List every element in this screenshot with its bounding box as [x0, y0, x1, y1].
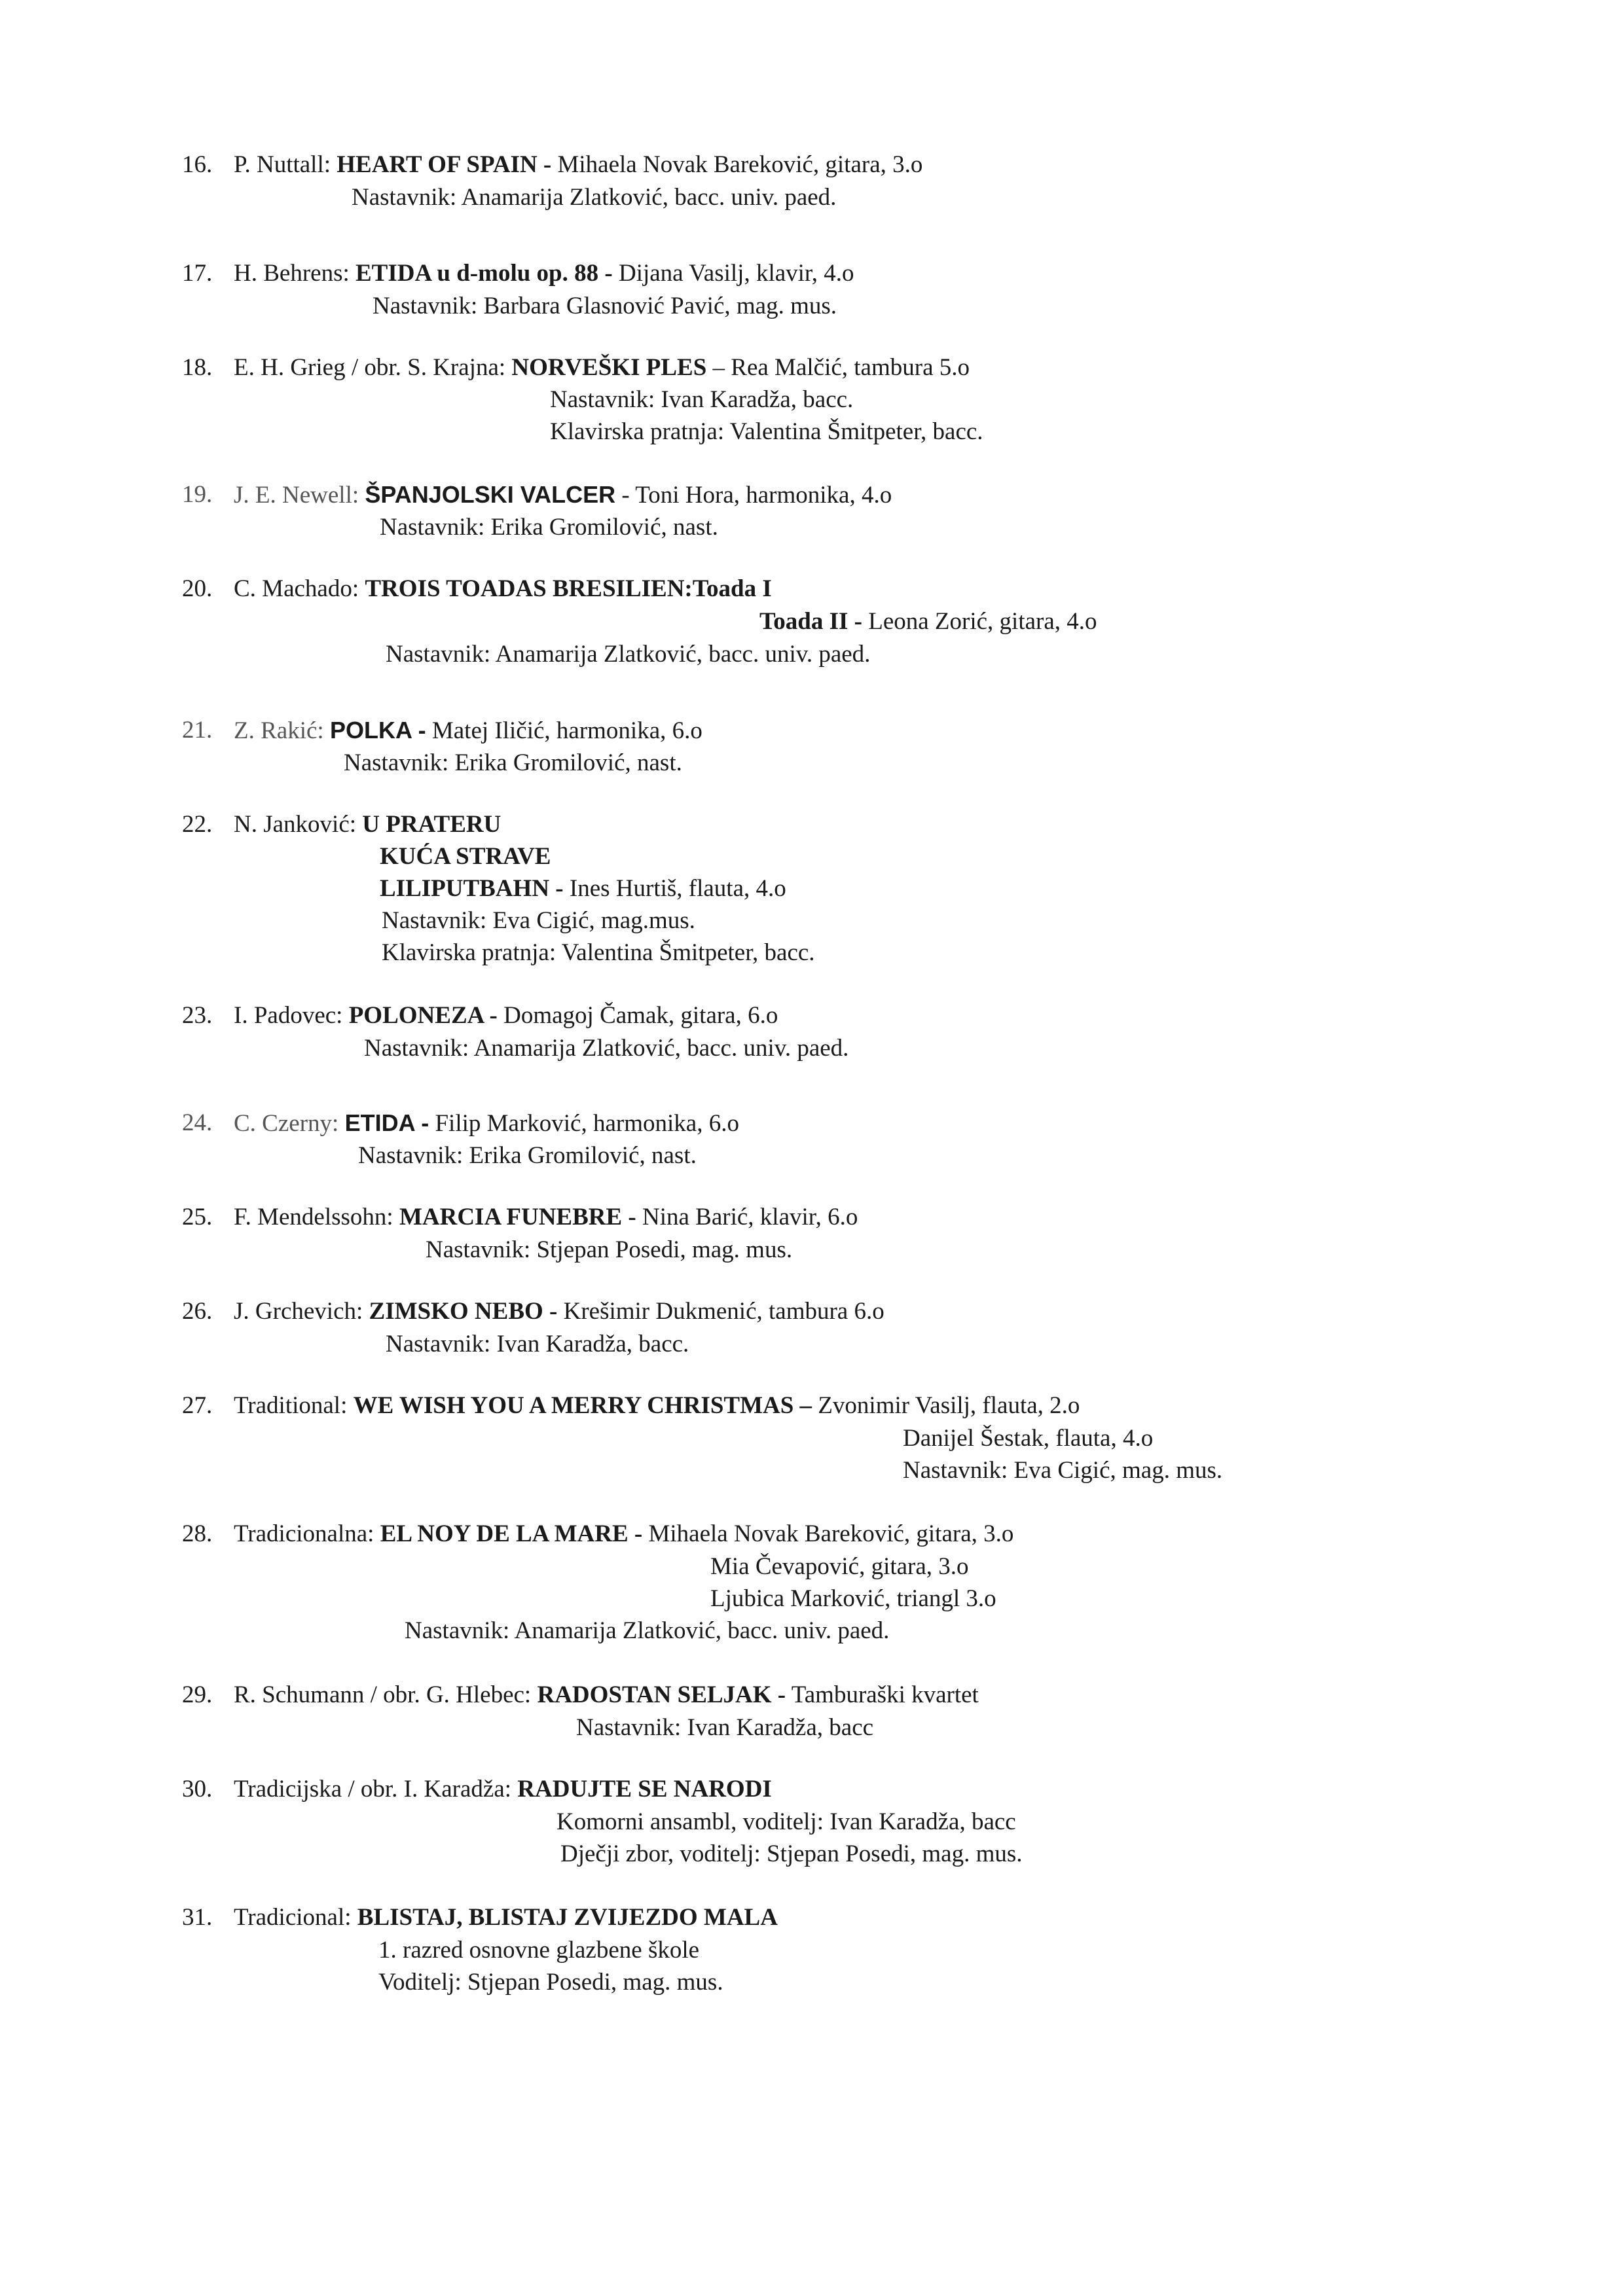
performer: Ljubica Marković, triangl 3.o: [710, 1585, 996, 1612]
performer: - Toni Hora, harmonika, 4.o: [621, 482, 892, 509]
composer: Tradicijska / obr. I. Karadža:: [234, 1776, 512, 1803]
performer: Zvonimir Vasilj, flauta, 2.o: [818, 1392, 1080, 1419]
composer: I. Padovec:: [234, 1002, 343, 1029]
piece-title: WE WISH YOU A MERRY CHRISTMAS –: [353, 1392, 812, 1419]
program-item-22-line3: [380, 873, 786, 905]
item-number: 17.: [182, 260, 213, 287]
accompanist: Klavirska pratnja: Valentina Šmitpeter, bacc.: [382, 939, 815, 966]
teacher: Nastavnik: Anamarija Zlatković, bacc. univ. paed.: [405, 1617, 890, 1644]
performer: Mia Čevapović, gitara, 3.o: [710, 1553, 969, 1580]
performer: Dijana Vasilj, klavir, 4.o: [618, 260, 854, 287]
performer: Matej Iličić, harmonika, 6.o: [431, 717, 702, 744]
item-number: 23.: [182, 1002, 213, 1029]
performer: Mihaela Novak Bareković, gitara, 3.o: [648, 1520, 1014, 1547]
teacher: Nastavnik: Barbara Glasnović Pavić, mag. mus.: [373, 293, 837, 319]
composer: P. Nuttall:: [234, 151, 331, 178]
composer: J. E. Newell:: [234, 482, 359, 509]
piece-title: ŠPANJOLSKI VALCER: [365, 481, 616, 508]
performer: Krešimir Dukmenić, tambura 6.o: [563, 1298, 884, 1325]
piece-title: NORVEŠKI PLES: [511, 354, 707, 381]
accompanist: Klavirska pratnja: Valentina Šmitpeter, bacc.: [550, 418, 983, 445]
piece-title: ETIDA u d-molu op. 88 -: [356, 260, 613, 287]
teacher: Nastavnik: Stjepan Posedi, mag. mus.: [426, 1236, 793, 1263]
performer: Mihaela Novak Bareković, gitara, 3.o: [557, 151, 923, 178]
piece-title: POLONEZA -: [348, 1002, 498, 1029]
piece-title: RADUJTE SE NARODI: [517, 1776, 772, 1803]
teacher: Nastavnik: Ivan Karadža, bacc.: [550, 386, 854, 413]
teacher: Nastavnik: Eva Cigić, mag.mus.: [382, 907, 695, 934]
teacher: Nastavnik: Erika Gromilović, nast.: [344, 749, 682, 776]
piece-title: TROIS TOADAS BRESILIEN:: [365, 575, 693, 602]
item-number: 26.: [182, 1298, 213, 1325]
composer: C. Machado:: [234, 575, 359, 602]
performer: Dječji zbor, voditelj: Stjepan Posedi, mag. mus.: [560, 1840, 1023, 1867]
item-number: 20.: [182, 575, 213, 602]
item-number: 30.: [182, 1776, 213, 1803]
composer: Tradicional:: [234, 1904, 352, 1931]
item-number: 28.: [182, 1520, 213, 1547]
piece-title: U PRATERU: [362, 811, 501, 838]
item-number: 21.: [182, 717, 213, 744]
teacher: Nastavnik: Anamarija Zlatković, bacc. univ. paed.: [352, 184, 837, 211]
item-number: 27.: [182, 1392, 213, 1419]
item-number: 29.: [182, 1681, 213, 1708]
performer: – Rea Malčić, tambura 5.o: [712, 354, 970, 381]
item-number: 16.: [182, 151, 213, 178]
performer: Komorni ansambl, voditelj: Ivan Karadža, bacc: [556, 1808, 1016, 1835]
composer: Z. Rakić:: [234, 717, 324, 744]
item-number: 18.: [182, 354, 213, 381]
piece-title: ZIMSKO NEBO -: [369, 1298, 558, 1325]
item-number: 24.: [182, 1109, 213, 1136]
piece-title: HEART OF SPAIN -: [337, 151, 552, 178]
piece-title: ETIDA -: [344, 1109, 429, 1136]
item-number: 22.: [182, 811, 213, 838]
teacher: Nastavnik: Erika Gromilović, nast.: [380, 514, 718, 541]
teacher: Voditelj: Stjepan Posedi, mag. mus.: [378, 1969, 723, 1996]
composer: E. H. Grieg / obr. S. Krajna:: [234, 354, 506, 381]
performer: Danijel Šestak, flauta, 4.o: [903, 1425, 1154, 1452]
teacher: Nastavnik: Eva Cigić, mag. mus.: [903, 1457, 1223, 1484]
composer: C. Czerny:: [234, 1110, 339, 1137]
performer: Tamburaški kvartet: [791, 1681, 979, 1708]
performer: Domagoj Čamak, gitara, 6.o: [503, 1002, 778, 1029]
teacher: Nastavnik: Ivan Karadža, bacc.: [386, 1331, 689, 1357]
teacher: Nastavnik: Ivan Karadža, bacc: [576, 1714, 874, 1741]
composer: J. Grchevich:: [234, 1298, 363, 1325]
item-number: 19.: [182, 481, 213, 508]
teacher: Nastavnik: Anamarija Zlatković, bacc. univ. paed.: [386, 641, 871, 668]
performer: Ines Hurtiš, flauta, 4.o: [569, 875, 786, 902]
composer: H. Behrens:: [234, 260, 350, 287]
piece-title: BLISTAJ, BLISTAJ ZVIJEZDO MALA: [357, 1904, 778, 1931]
piece-title: KUĆA STRAVE: [380, 843, 551, 870]
teacher: Nastavnik: Anamarija Zlatković, bacc. univ. paed.: [364, 1035, 849, 1062]
composer: Traditional:: [234, 1392, 348, 1419]
piece-title: POLKA -: [329, 717, 426, 744]
piece-title: LILIPUTBAHN -: [380, 875, 564, 902]
piece-movement: Toada II -: [759, 608, 862, 635]
performer: 1. razred osnovne glazbene škole: [378, 1937, 700, 1964]
piece-title: RADOSTAN SELJAK -: [537, 1681, 786, 1708]
program-item-20-line2: [759, 606, 1097, 637]
composer: N. Janković:: [234, 811, 357, 838]
item-number: 31.: [182, 1904, 213, 1931]
composer: Tradicionalna:: [234, 1520, 374, 1547]
teacher: Nastavnik: Erika Gromilović, nast.: [358, 1142, 697, 1169]
piece-title: MARCIA FUNEBRE -: [399, 1204, 636, 1230]
performer: Filip Marković, harmonika, 6.o: [435, 1110, 739, 1137]
piece-movement: Toada I: [692, 575, 772, 602]
item-number: 25.: [182, 1204, 213, 1230]
performer: Nina Barić, klavir, 6.o: [642, 1204, 858, 1230]
composer: R. Schumann / obr. G. Hlebec:: [234, 1681, 532, 1708]
composer: F. Mendelssohn:: [234, 1204, 393, 1230]
piece-title: EL NOY DE LA MARE -: [380, 1520, 643, 1547]
performer: Leona Zorić, gitara, 4.o: [868, 608, 1097, 635]
